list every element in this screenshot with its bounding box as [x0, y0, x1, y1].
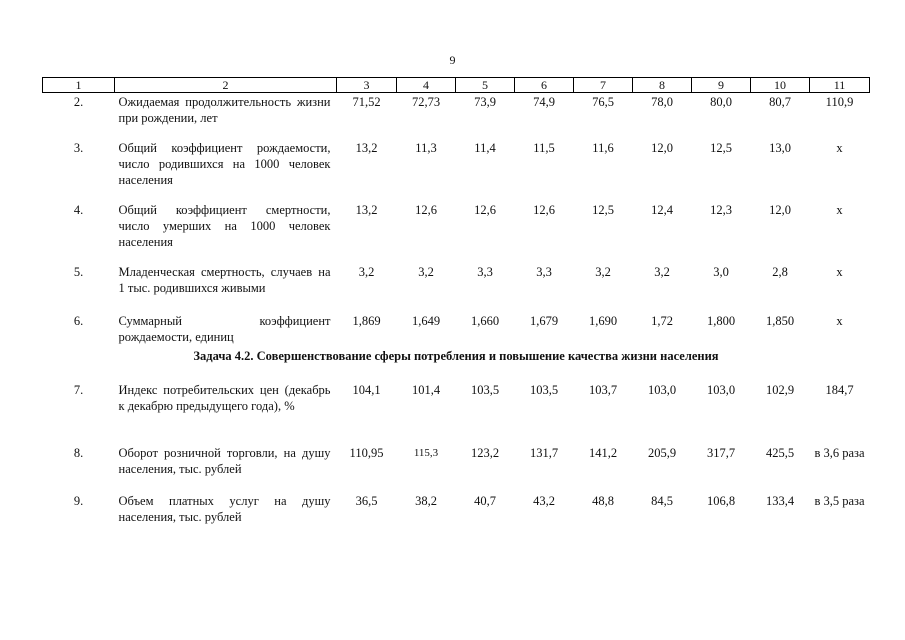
table-cell: 11,4: [474, 141, 496, 155]
table-cell: 13,2: [355, 203, 378, 217]
table-cell: 11,3: [415, 141, 437, 155]
table-cell: 12,0: [769, 203, 791, 217]
row-description: Ожидаемая продолжительность жизни при рождении, лет: [118, 95, 331, 125]
table-cell: 110,95: [349, 446, 384, 460]
section-title: Задача 4.2. Совершенствование сферы потребления и повышение качества жизни населения: [193, 349, 719, 363]
row-number: 9.: [73, 494, 84, 508]
table-row: [43, 138, 870, 200]
table-cell: 36,5: [355, 494, 378, 508]
row-number: 2.: [73, 95, 84, 109]
column-number-row: [43, 78, 870, 93]
row-description: Объем платных услуг на душу населения, тыс. рублей: [118, 494, 331, 524]
column-header: 9: [692, 78, 751, 93]
table-cell: 103,5: [529, 383, 559, 397]
table-cell: 3,3: [477, 265, 493, 279]
table-cell: 84,5: [651, 494, 673, 508]
table-cell: 38,2: [415, 494, 437, 508]
table-cell: 141,2: [588, 446, 618, 460]
column-header: 1: [43, 78, 115, 93]
column-header: 2: [115, 78, 337, 93]
table-cell: 1,690: [588, 314, 618, 328]
table-cell: 3,3: [536, 265, 552, 279]
table-cell: 1,72: [651, 314, 673, 328]
table-cell: 106,8: [706, 494, 736, 508]
row-description: Общий коэффициент рождаемости, число родившихся на 1000 человек населения: [118, 141, 331, 187]
table-cell: 1,660: [470, 314, 500, 328]
table-cell: 123,2: [470, 446, 500, 460]
column-header: 7: [574, 78, 633, 93]
row-number: 7.: [73, 383, 84, 397]
table-cell: 11,6: [592, 141, 614, 155]
table-cell: 3,0: [713, 265, 729, 279]
row-number: 6.: [73, 314, 84, 328]
table-cell: 3,2: [654, 265, 670, 279]
table-cell: 101,4: [411, 383, 441, 397]
column-header: 4: [397, 78, 456, 93]
indicators-table: [42, 77, 870, 533]
table-cell: 43,2: [533, 494, 555, 508]
table-cell: 205,9: [647, 446, 677, 460]
table-cell: 103,7: [588, 383, 618, 397]
table-cell: 48,8: [592, 494, 614, 508]
table-cell: 12,5: [592, 203, 614, 217]
column-header: 11: [810, 78, 870, 93]
table-cell: 11,5: [533, 141, 555, 155]
table-cell: 133,4: [765, 494, 795, 508]
column-header: 10: [751, 78, 810, 93]
table-cell: 78,0: [651, 95, 673, 109]
table-cell: 12,6: [533, 203, 555, 217]
table-cell: 74,9: [533, 95, 555, 109]
table-cell: 3,2: [418, 265, 434, 279]
table-cell: 184,7: [825, 383, 854, 397]
row-description: Общий коэффициент смертности, число умерших на 1000 человек населения: [118, 203, 331, 249]
table-cell: 3,2: [595, 265, 611, 279]
table-row: [43, 262, 870, 311]
table-cell: 103,0: [706, 383, 736, 397]
row-number: 3.: [73, 141, 84, 155]
table-cell: х: [836, 265, 843, 279]
table-cell: 110,9: [825, 95, 854, 109]
table-cell: 12,5: [710, 141, 732, 155]
table-cell: 40,7: [474, 494, 496, 508]
table-cell: 1,869: [352, 314, 381, 328]
table-cell: 80,0: [710, 95, 732, 109]
row-number: 5.: [73, 265, 84, 279]
table-cell: 71,52: [352, 95, 381, 109]
table-row: [43, 491, 870, 533]
table-cell: 13,0: [769, 141, 791, 155]
table-cell: 12,0: [651, 141, 673, 155]
table-cell: 12,6: [474, 203, 496, 217]
row-number: 8.: [73, 446, 84, 460]
table-cell: х: [836, 141, 843, 155]
table-row: [43, 311, 870, 346]
table-cell: 1,800: [706, 314, 736, 328]
table-cell: в 3,6 раза: [814, 446, 865, 460]
column-header: 3: [337, 78, 397, 93]
table-cell: 12,6: [415, 203, 437, 217]
table-cell: 12,3: [710, 203, 732, 217]
table-cell: 13,2: [355, 141, 378, 155]
table-cell: 317,7: [706, 446, 736, 460]
section-row: [43, 346, 870, 380]
table-cell: 103,5: [470, 383, 500, 397]
table-cell: 425,5: [765, 446, 795, 460]
table-row: [43, 200, 870, 262]
table-cell: х: [836, 203, 843, 217]
table-cell: 1,850: [765, 314, 795, 328]
table-cell: в 3,5 раза: [814, 494, 865, 508]
table-cell: 102,9: [765, 383, 795, 397]
table-cell: 103,0: [647, 383, 677, 397]
row-number: 4.: [73, 203, 84, 217]
table-cell: 73,9: [474, 95, 496, 109]
table-cell: 72,73: [411, 95, 441, 109]
row-description: Младенческая смертность, случаев на 1 тыс. родившихся живыми: [118, 265, 331, 295]
table-cell: 131,7: [529, 446, 559, 460]
table-cell: 2,8: [772, 265, 788, 279]
table-cell: 80,7: [769, 95, 791, 109]
table-row: [43, 93, 870, 139]
row-description: Суммарный коэффициент рождаемости, единиц: [118, 314, 331, 344]
table-row: [43, 380, 870, 443]
row-description: Индекс потребительских цен (декабрь к декабрю предыдущего года), %: [118, 383, 331, 413]
table-cell: х: [836, 314, 843, 328]
table-cell: 1,679: [529, 314, 559, 328]
page-number: 9: [449, 53, 456, 67]
row-description: Оборот розничной торговли, на душу населения, тыс. рублей: [118, 446, 331, 476]
table-cell: 76,5: [592, 95, 614, 109]
column-header: 6: [515, 78, 574, 93]
table-row: [43, 443, 870, 491]
table-cell: 115,3: [413, 447, 439, 459]
table-cell: 12,4: [651, 203, 673, 217]
table-cell: 1,649: [411, 314, 441, 328]
column-header: 5: [456, 78, 515, 93]
table-cell: 3,2: [358, 265, 375, 279]
column-header: 8: [633, 78, 692, 93]
table-cell: 104,1: [352, 383, 381, 397]
